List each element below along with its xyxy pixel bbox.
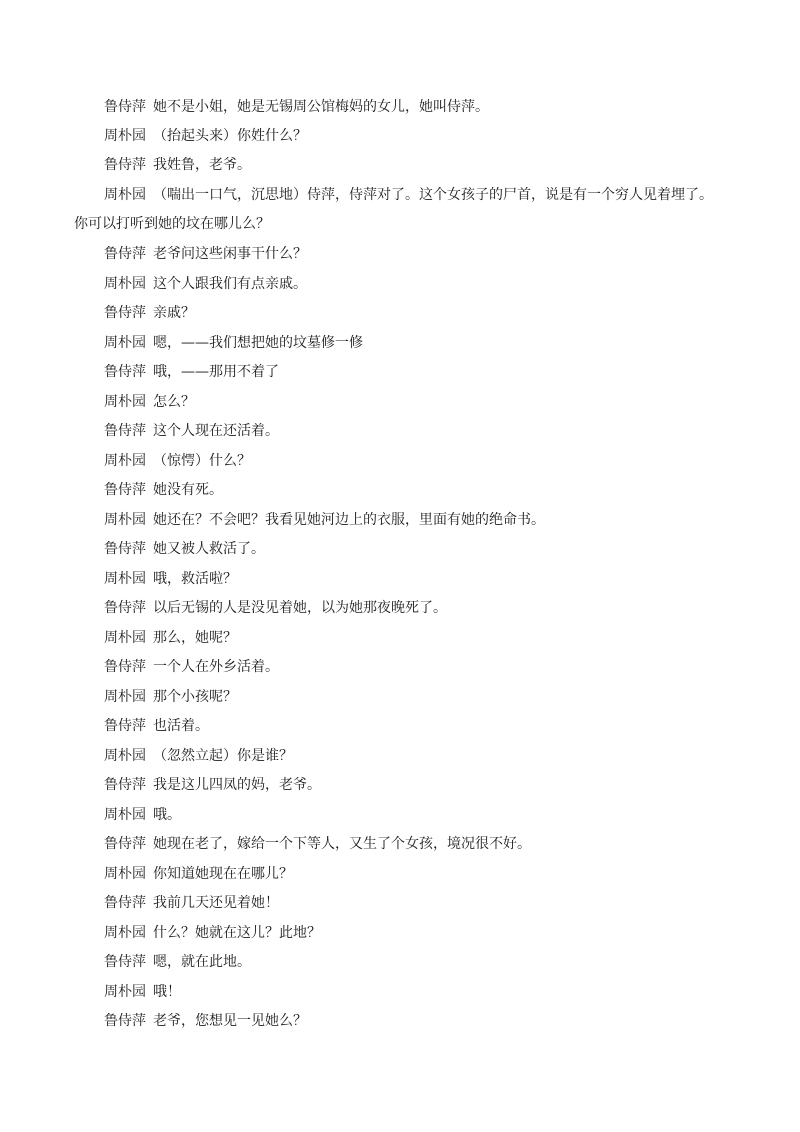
dialogue-text: 也活着。 [153, 718, 209, 734]
dialogue-text: （惊愕）什么？ [153, 453, 251, 469]
speaker-name: 鲁侍萍 [104, 895, 146, 911]
dialogue-text: 一个人在外乡活着。 [153, 659, 279, 675]
speaker-name: 鲁侍萍 [104, 836, 146, 852]
dialogue-line [104, 422, 740, 440]
dialogue-line [104, 452, 740, 470]
speaker-name: 周朴园 [104, 984, 146, 1000]
dialogue-line [104, 363, 740, 381]
dialogue-line [104, 658, 740, 676]
dialogue-line [104, 540, 740, 558]
speaker-name: 周朴园 [104, 630, 146, 646]
dialogue-line [104, 776, 740, 794]
dialogue-line [104, 511, 740, 529]
dialogue-line [104, 806, 740, 824]
dialogue-text: （抬起头来）你姓什么？ [153, 128, 307, 144]
dialogue-line [104, 127, 740, 145]
speaker-name: 周朴园 [104, 128, 146, 144]
speaker-name: 周朴园 [104, 394, 146, 410]
dialogue-text: 我姓鲁，老爷。 [153, 157, 251, 173]
dialogue-text: 哦！ [153, 984, 181, 1000]
speaker-name: 鲁侍萍 [104, 659, 146, 675]
speaker-name: 周朴园 [104, 187, 146, 203]
dialogue-line [104, 717, 740, 735]
dialogue-text: （忽然立起）你是谁？ [153, 748, 293, 764]
dialogue-text: 我是这儿四凤的妈，老爷。 [153, 777, 321, 793]
dialogue-line [104, 304, 740, 322]
dialogue-text: 那么，她呢？ [153, 630, 237, 646]
dialogue-line [104, 1012, 740, 1030]
dialogue-text: 她不是小姐，她是无锡周公馆梅妈的女儿，她叫侍萍。 [153, 99, 489, 115]
dialogue-line [104, 334, 740, 352]
speaker-name: 周朴园 [104, 689, 146, 705]
dialogue-line [104, 953, 740, 971]
dialogue-line [104, 629, 740, 647]
dialogue-line [104, 835, 740, 853]
speaker-name: 周朴园 [104, 807, 146, 823]
speaker-name: 鲁侍萍 [104, 1013, 146, 1029]
speaker-name: 鲁侍萍 [104, 305, 146, 321]
dialogue-text: 她没有死。 [153, 482, 223, 498]
dialogue-text: 什么？她就在这儿？此地？ [153, 925, 321, 941]
dialogue-line [104, 747, 740, 765]
dialogue-line [104, 275, 740, 293]
dialogue-text: 老爷，您想见一见她么？ [153, 1013, 307, 1029]
dialogue-line [104, 186, 740, 204]
dialogue-line [104, 894, 740, 912]
dialogue-line [104, 98, 740, 116]
dialogue-text: 亲戚？ [153, 305, 195, 321]
speaker-name: 周朴园 [104, 453, 146, 469]
dialogue-continuation [74, 215, 740, 233]
dialogue-line [104, 924, 740, 942]
dialogue-text: 这个人现在还活着。 [153, 423, 279, 439]
dialogue-text: 哦，——那用不着了 [153, 364, 279, 380]
speaker-name: 鲁侍萍 [104, 600, 146, 616]
speaker-name: 鲁侍萍 [104, 423, 146, 439]
speaker-name: 鲁侍萍 [104, 364, 146, 380]
speaker-name: 周朴园 [104, 866, 146, 882]
dialogue-text: 哦。 [153, 807, 181, 823]
dialogue-text: （喘出一口气，沉思地）侍萍，侍萍对了。这个女孩子的尸首，说是有一个穷人见着埋了。 [153, 187, 713, 203]
dialogue-text: 这个人跟我们有点亲戚。 [153, 276, 307, 292]
dialogue-text: 那个小孩呢？ [153, 689, 237, 705]
speaker-name: 鲁侍萍 [104, 954, 146, 970]
speaker-name: 周朴园 [104, 748, 146, 764]
dialogue-text: 你知道她现在在哪儿？ [153, 866, 293, 882]
speaker-name: 鲁侍萍 [104, 482, 146, 498]
dialogue-line [104, 481, 740, 499]
speaker-name: 周朴园 [104, 925, 146, 941]
dialogue-text: 你可以打听到她的坟在哪儿么？ [74, 216, 270, 232]
dialogue-text: 嗯，——我们想把她的坟墓修一修 [153, 335, 363, 351]
dialogue-text: 以后无锡的人是没见着她，以为她那夜晚死了。 [153, 600, 447, 616]
dialogue-text: 她又被人救活了。 [153, 541, 265, 557]
speaker-name: 鲁侍萍 [104, 718, 146, 734]
speaker-name: 鲁侍萍 [104, 99, 146, 115]
dialogue-text: 嗯，就在此地。 [153, 954, 251, 970]
dialogue-text: 她还在？不会吧？我看见她河边上的衣服，里面有她的绝命书。 [153, 512, 545, 528]
speaker-name: 鲁侍萍 [104, 541, 146, 557]
dialogue-line [104, 599, 740, 617]
dialogue-text: 我前几天还见着她！ [153, 895, 279, 911]
dialogue-line [104, 688, 740, 706]
dialogue-text: 她现在老了，嫁给一个下等人，又生了个女孩，境况很不好。 [153, 836, 531, 852]
dialogue-line [104, 245, 740, 263]
speaker-name: 周朴园 [104, 571, 146, 587]
speaker-name: 鲁侍萍 [104, 246, 146, 262]
dialogue-line [104, 156, 740, 174]
dialogue-line [104, 865, 740, 883]
speaker-name: 周朴园 [104, 276, 146, 292]
dialogue-line [104, 393, 740, 411]
speaker-name: 周朴园 [104, 512, 146, 528]
dialogue-line [104, 570, 740, 588]
speaker-name: 鲁侍萍 [104, 777, 146, 793]
dialogue-text: 怎么？ [153, 394, 195, 410]
dialogue-line [104, 983, 740, 1001]
speaker-name: 鲁侍萍 [104, 157, 146, 173]
dialogue-text: 哦，救活啦？ [153, 571, 237, 587]
dialogue-text: 老爷问这些闲事干什么？ [153, 246, 307, 262]
speaker-name: 周朴园 [104, 335, 146, 351]
